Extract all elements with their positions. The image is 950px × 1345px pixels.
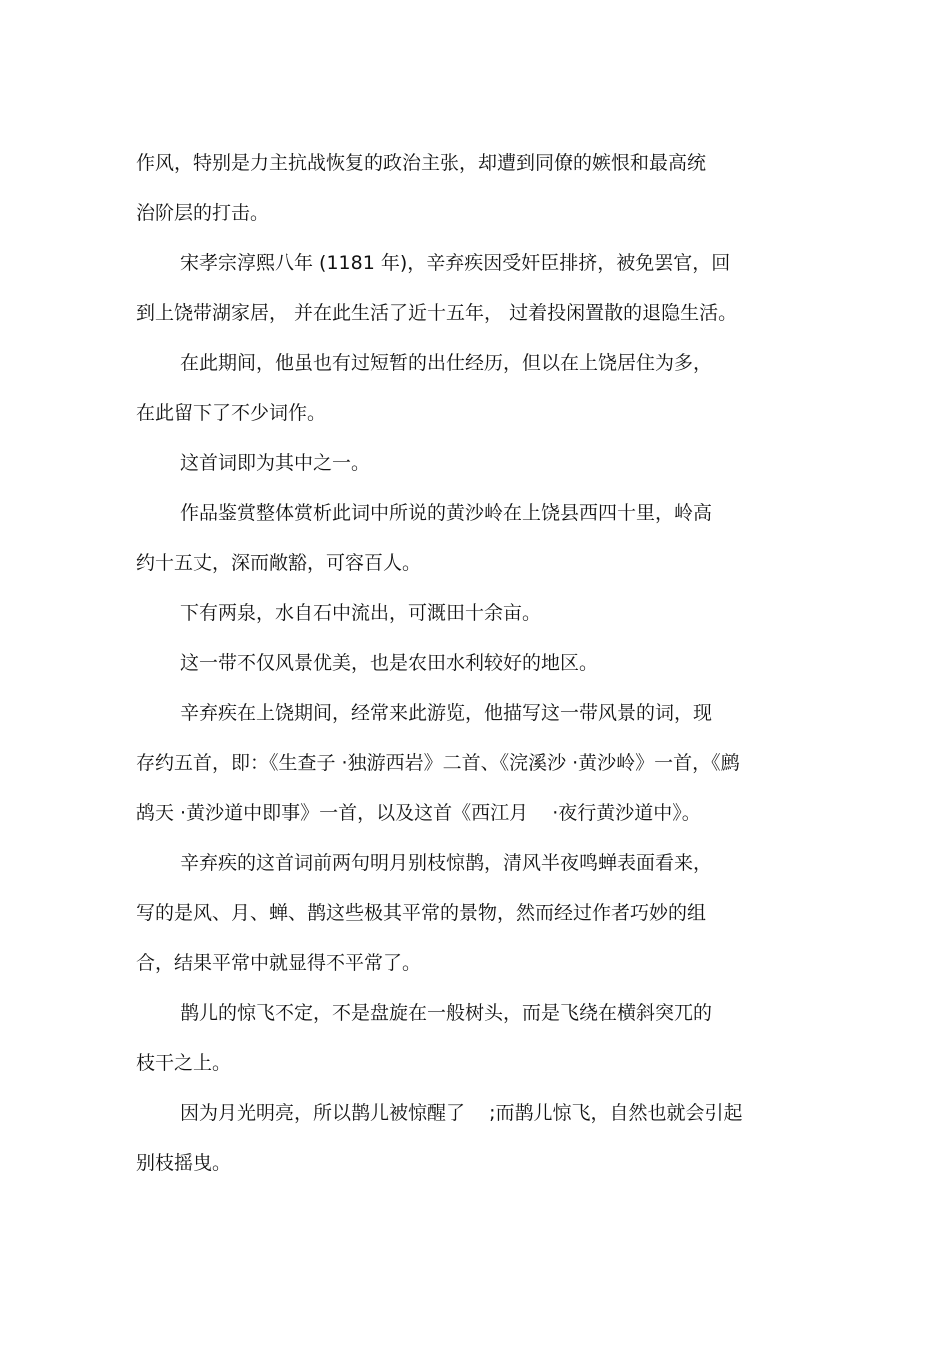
text-line: 治阶层的打击。 bbox=[136, 202, 270, 224]
paragraph-line: 宋孝宗淳熙八年 (1181 年)，辛弃疾因受奸臣排挤，被免罢官，回 bbox=[180, 252, 731, 274]
text-line: 约十五丈，深而敞豁，可容百人。 bbox=[136, 552, 422, 574]
text-line: 到上饶带湖家居， 并在此生活了近十五年， 过着投闲置散的退隐生活。 bbox=[136, 302, 738, 324]
text-line: 作风，特别是力主抗战恢复的政治主张，却遭到同僚的嫉恨和最高统 bbox=[136, 152, 707, 174]
paragraph-line: 作品鉴赏整体赏析此词中所说的黄沙岭在上饶县西四十里，岭高 bbox=[180, 502, 713, 524]
text-line: 写的是风、月、蝉、鹊这些极其平常的景物，然而经过作者巧妙的组 bbox=[136, 902, 707, 924]
paragraph-line: 因为月光明亮，所以鹊儿被惊醒了 ;而鹊儿惊飞，自然也就会引起 bbox=[180, 1102, 743, 1124]
text-line: 在此留下了不少词作。 bbox=[136, 402, 327, 424]
text-line: 存约五首，即：《生查子 ·独游西岩》二首、《浣溪沙 ·黄沙岭》一首，《鹧 bbox=[136, 752, 740, 774]
text-line: 鸪天 ·黄沙道中即事》一首，以及这首《西江月 ·夜行黄沙道中》。 bbox=[136, 802, 701, 824]
paragraph-line: 辛弃疾的这首词前两句明月别枝惊鹊，清风半夜鸣蝉表面看来， bbox=[180, 852, 713, 874]
paragraph-line: 这首词即为其中之一。 bbox=[180, 452, 371, 474]
paragraph-line: 在此期间，他虽也有过短暂的出仕经历，但以在上饶居住为多， bbox=[180, 352, 713, 374]
paragraph-line: 辛弃疾在上饶期间，经常来此游览，他描写这一带风景的词，现 bbox=[180, 702, 713, 724]
paragraph-line: 鹊儿的惊飞不定，不是盘旋在一般树头，而是飞绕在横斜突兀的 bbox=[180, 1002, 713, 1024]
paragraph-line: 这一带不仅风景优美，也是农田水利较好的地区。 bbox=[180, 652, 599, 674]
paragraph-line: 下有两泉，水自石中流出，可溉田十余亩。 bbox=[180, 602, 542, 624]
text-line: 合，结果平常中就显得不平常了。 bbox=[136, 952, 422, 974]
text-line: 枝干之上。 bbox=[136, 1052, 232, 1074]
text-line: 别枝摇曳。 bbox=[136, 1152, 232, 1174]
